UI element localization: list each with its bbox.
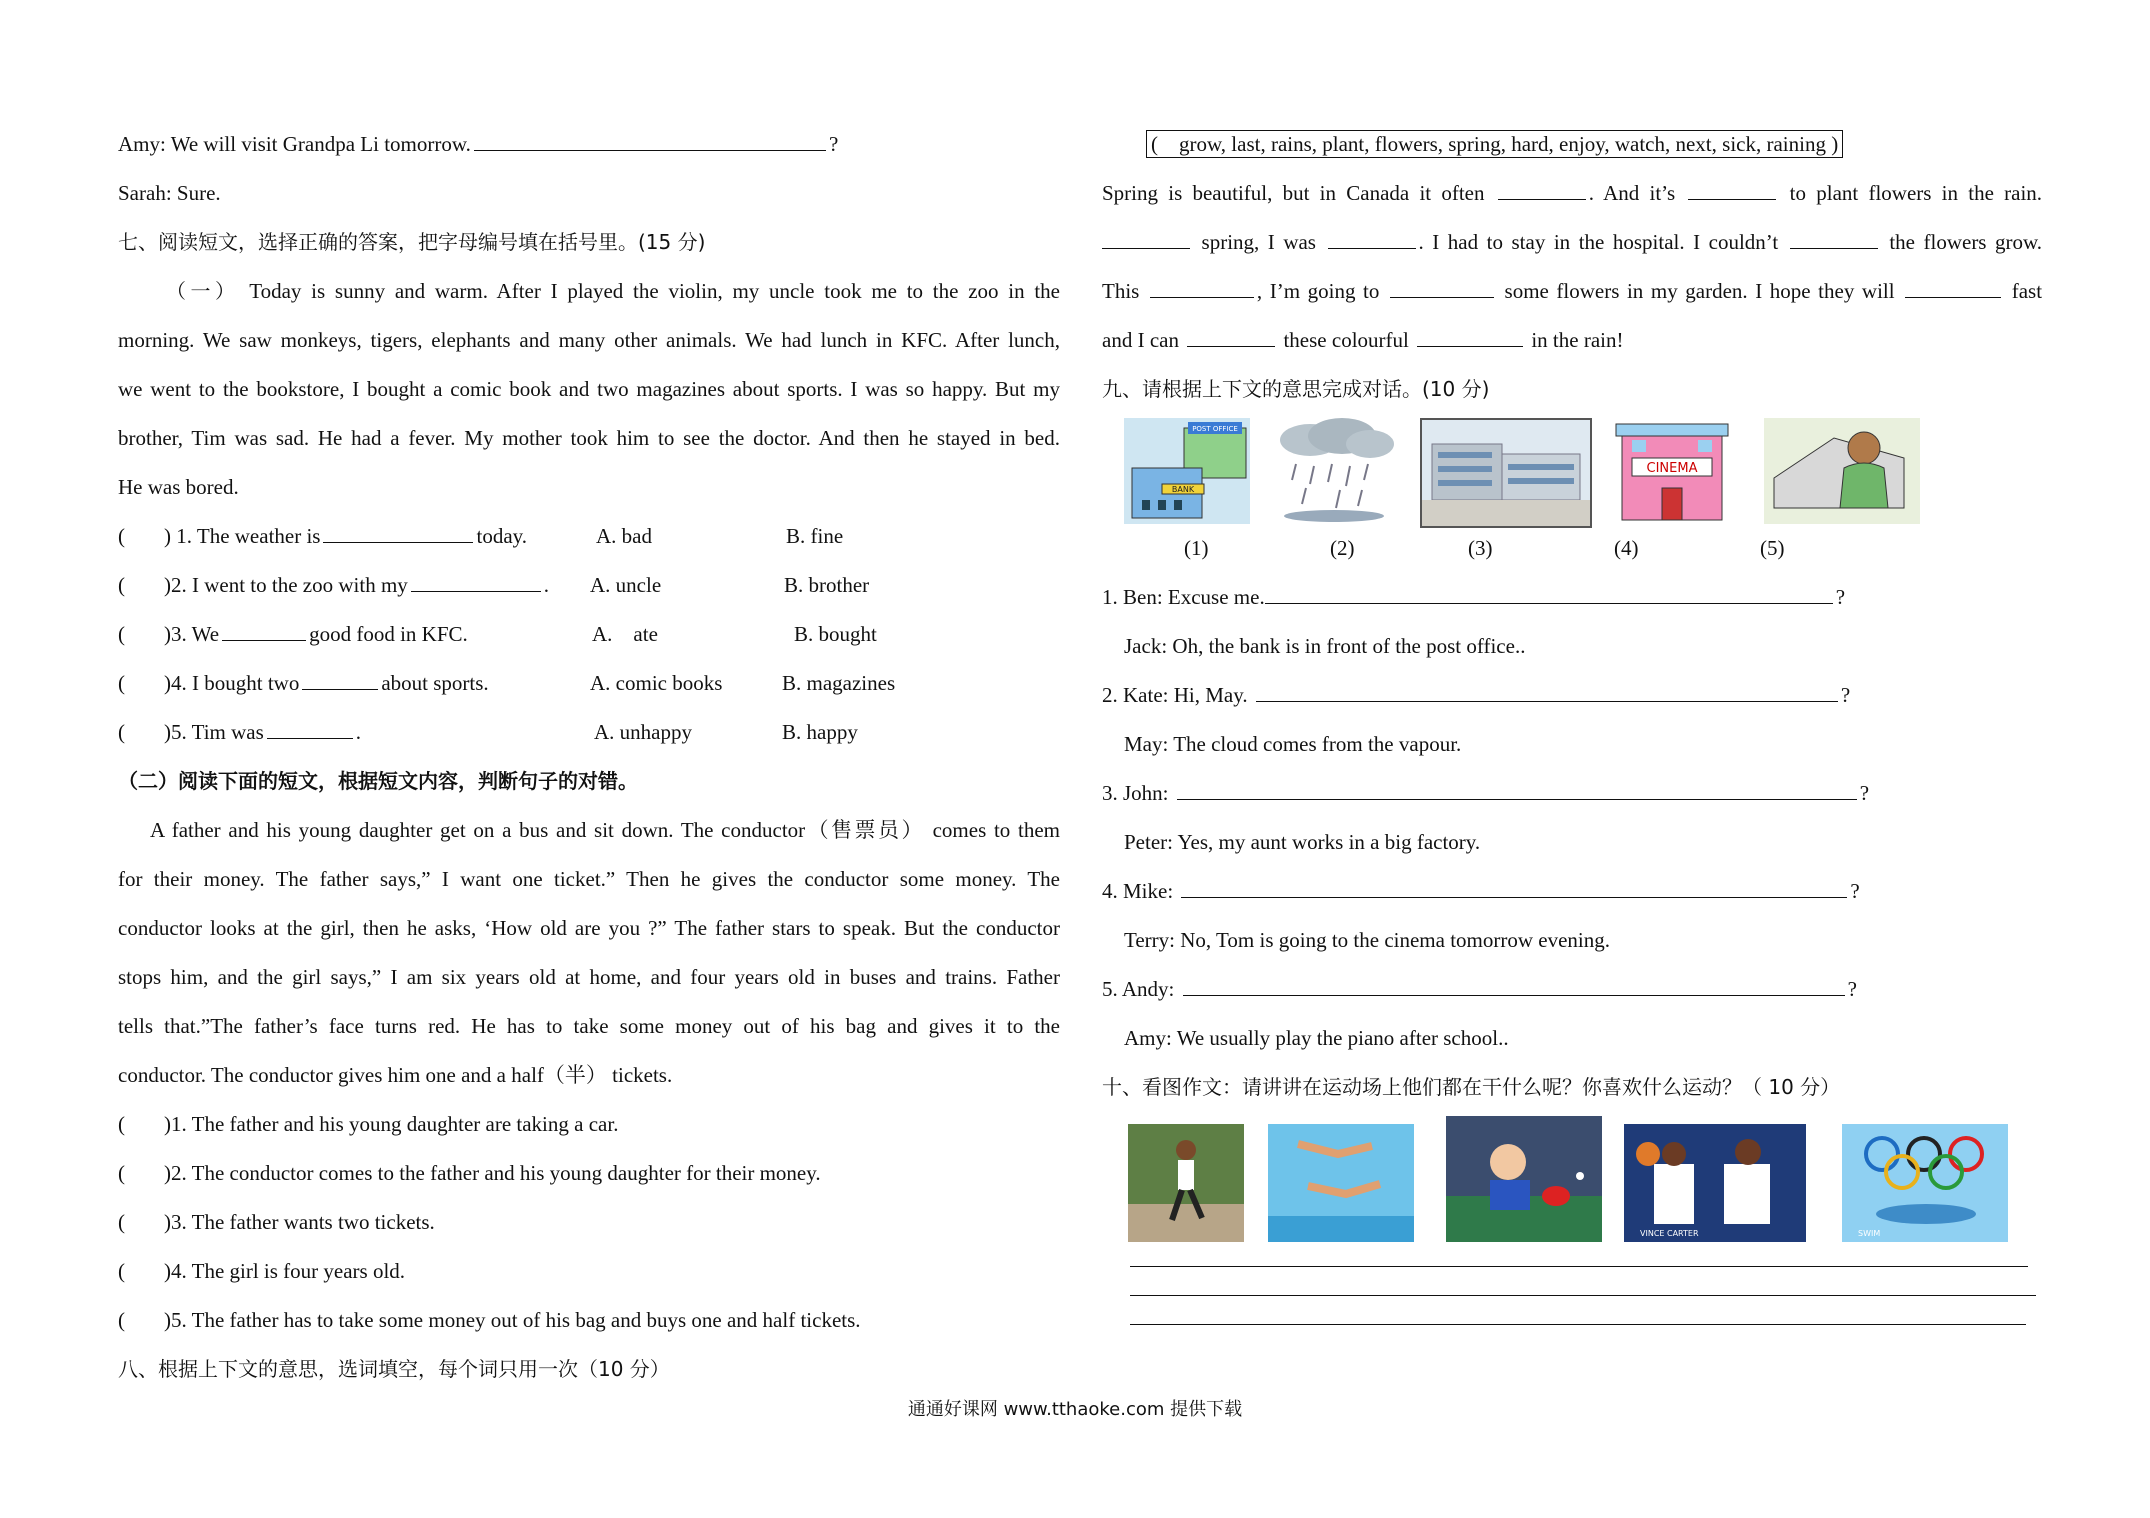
option-a[interactable]: A. unhappy: [594, 720, 692, 744]
true-false-1: ( )1. The father and his young daughter are taking a car.: [118, 1112, 619, 1136]
answer-blank[interactable]: [323, 524, 473, 543]
option-b[interactable]: B. magazines: [782, 671, 896, 695]
answer-blank[interactable]: [1183, 977, 1845, 996]
answer-blank[interactable]: [411, 573, 541, 592]
left-column: [118, 120, 1060, 1394]
passage-2-line-3: conductor looks at the girl, then he asks, ‘How old are you ?” The father stars to speak. But the conductor: [118, 916, 1060, 940]
option-a[interactable]: A. bad: [596, 524, 652, 548]
answer-blank[interactable]: [1181, 879, 1847, 898]
cloze-line-1: Spring is beautiful, but in Canada it often . And it’s to plant flowers in the rain.: [1102, 181, 2042, 205]
question-7-4: ( )4. I bought two about sports. A. comic books B. magazines: [118, 659, 1060, 708]
dialog-5-answer: Amy: We usually play the piano after school..: [1124, 1026, 1509, 1050]
dialog-4-question: 4. Mike: ?: [1102, 879, 1860, 903]
writing-line-3[interactable]: [1130, 1324, 2026, 1325]
question-7-5: ( )5. Tim was . A. unhappy B. happy: [118, 708, 1060, 757]
diving-picture: [1268, 1124, 1414, 1242]
right-column: [1102, 120, 2042, 1325]
answer-blank[interactable]: [1177, 781, 1857, 800]
cloze-line-2: spring, I was . I had to stay in the hospital. I couldn’t the flowers grow.: [1102, 218, 2042, 267]
answer-blank[interactable]: [1256, 683, 1838, 702]
rain-cloud-picture: [1270, 418, 1398, 524]
true-false-3: ( )3. The father wants two tickets.: [118, 1210, 435, 1234]
true-false-4: ( )4. The girl is four years old.: [118, 1259, 406, 1283]
option-a[interactable]: A. ate: [592, 622, 658, 646]
answer-blank[interactable]: [222, 622, 306, 641]
swimming-picture: [1842, 1124, 2008, 1242]
place-pictures: [1102, 414, 2042, 524]
picture-numbers: (1) (2) (3) (4) (5): [1184, 536, 1785, 560]
section-7-title: 七、阅读短文，选择正确的答案，把字母编号填在括号里。(15 分): [118, 230, 706, 254]
footer: 通通好课网 www.tthaoke.com 提供下载: [907, 1399, 1243, 1420]
section-9-title: 九、请根据上下文的意思完成对话。(10 分): [1102, 377, 1490, 401]
passage-1-line-1: （一） Today is sunny and warm. After I played the violin, my uncle took me to the zoo in the: [166, 279, 1060, 303]
word-bank-line: [1102, 120, 2042, 169]
word-bank-box: ( grow, last, rains, plant, flowers, spring, hard, enjoy, watch, next, sick, raining ): [1146, 130, 1843, 158]
answer-blank[interactable]: [474, 132, 826, 151]
passage-1-line-4: brother, Tim was sad. He had a fever. My mother took him to see the doctor. And then he stayed in bed.: [118, 426, 1060, 450]
cloze-line-3: This , I’m going to some flowers in my garden. I hope they will fast: [1102, 279, 2042, 303]
question-7-3: ( )3. We good food in KFC. A. ate B. bought: [118, 610, 1060, 659]
option-b[interactable]: B. fine: [786, 524, 844, 548]
section-10-title: 十、看图作文：请讲讲在运动场上他们都在干什么呢？你喜欢什么运动？（ 10 分）: [1102, 1075, 1841, 1099]
amy-line: Amy: We will visit Grandpa Li tomorrow. ?: [118, 132, 839, 156]
true-false-2: ( )2. The conductor comes to the father and his young daughter for their money.: [118, 1161, 821, 1185]
cloze-blank[interactable]: [1102, 230, 1190, 249]
basketball-picture: [1624, 1124, 1806, 1242]
dialog-1-answer: Jack: Oh, the bank is in front of the post office..: [1124, 634, 1526, 658]
option-a[interactable]: A. uncle: [590, 573, 662, 597]
sport-pictures: [1102, 1112, 2042, 1248]
passage-1-line-5: He was bored.: [118, 475, 239, 499]
dialog-3-question: 3. John: ?: [1102, 781, 1870, 805]
question-7-1: ( ) 1. The weather is today. A. bad B. fine: [118, 512, 1060, 561]
svg-text:POST OFFICE: POST OFFICE: [1192, 425, 1238, 433]
svg-text:CINEMA: CINEMA: [1646, 461, 1698, 476]
cloze-blank[interactable]: [1390, 279, 1494, 298]
piano-picture: [1764, 418, 1920, 524]
passage-2-line-1: A father and his young daughter get on a bus and sit down. The conductor（售票员） comes to them: [150, 818, 1060, 842]
option-b[interactable]: B. bought: [794, 622, 877, 646]
cloze-line-4: and I can these colourful in the rain!: [1102, 328, 1624, 352]
sarah-line: Sarah: Sure.: [118, 181, 221, 205]
cloze-blank[interactable]: [1790, 230, 1878, 249]
factory-picture: [1420, 418, 1592, 528]
option-a[interactable]: A. comic books: [590, 671, 723, 695]
passage-1-line-2: morning. We saw monkeys, tigers, elephants and many other animals. We had lunch in KFC. After lunch,: [118, 328, 1060, 352]
cinema-picture: [1602, 418, 1742, 524]
option-b[interactable]: B. brother: [784, 573, 870, 597]
answer-blank[interactable]: [302, 671, 378, 690]
answer-blank[interactable]: [267, 720, 353, 739]
passage-2-line-5: tells that.”The father’s face turns red. He has to take some money out of his bag and gives it to the: [118, 1014, 1060, 1038]
dialog-5-question: 5. Andy: ?: [1102, 977, 1857, 1001]
passage-2-line-4: stops him, and the girl says,” I am six years old at home, and four years old in buses and trains. Father: [118, 965, 1060, 989]
svg-text:SWIM: SWIM: [1858, 1229, 1881, 1238]
svg-text:BANK: BANK: [1171, 485, 1195, 494]
cloze-blank[interactable]: [1688, 181, 1776, 200]
dialog-3-answer: Peter: Yes, my aunt works in a big factory.: [1124, 830, 1481, 854]
table-tennis-picture: [1446, 1116, 1602, 1242]
passage-2-line-6: conductor. The conductor gives him one and a half（半） tickets.: [118, 1063, 673, 1087]
running-picture: [1128, 1124, 1244, 1242]
passage-1-line-3: we went to the bookstore, I bought a comic book and two magazines about sports. I was so happy. But my: [118, 377, 1060, 401]
bank-post-office-picture: [1124, 418, 1250, 524]
passage-2-title: （二）阅读下面的短文，根据短文内容，判断句子的对错。: [118, 769, 638, 793]
answer-blank[interactable]: [1265, 585, 1833, 604]
cloze-blank[interactable]: [1417, 328, 1523, 347]
svg-text:VINCE CARTER: VINCE CARTER: [1640, 1229, 1699, 1238]
cloze-blank[interactable]: [1187, 328, 1275, 347]
true-false-5: ( )5. The father has to take some money out of his bag and buys one and half tickets.: [118, 1308, 861, 1332]
cloze-blank[interactable]: [1150, 279, 1254, 298]
cloze-blank[interactable]: [1905, 279, 2001, 298]
dialog-2-answer: May: The cloud comes from the vapour.: [1124, 732, 1462, 756]
passage-2-line-2: for their money. The father says,” I want one ticket.” Then he gives the conductor some money. The: [118, 867, 1060, 891]
dialog-1-question: 1. Ben: Excuse me. ?: [1102, 585, 1846, 609]
cloze-blank[interactable]: [1328, 230, 1416, 249]
question-7-2: ( )2. I went to the zoo with my . A. uncle B. brother: [118, 561, 1060, 610]
option-b[interactable]: B. happy: [782, 720, 858, 744]
dialog-2-question: 2. Kate: Hi, May. ?: [1102, 683, 1851, 707]
cloze-blank[interactable]: [1498, 181, 1586, 200]
dialog-4-answer: Terry: No, Tom is going to the cinema tomorrow evening.: [1124, 928, 1610, 952]
section-8-title: 八、根据上下文的意思，选词填空，每个词只用一次（10 分）: [118, 1357, 670, 1381]
